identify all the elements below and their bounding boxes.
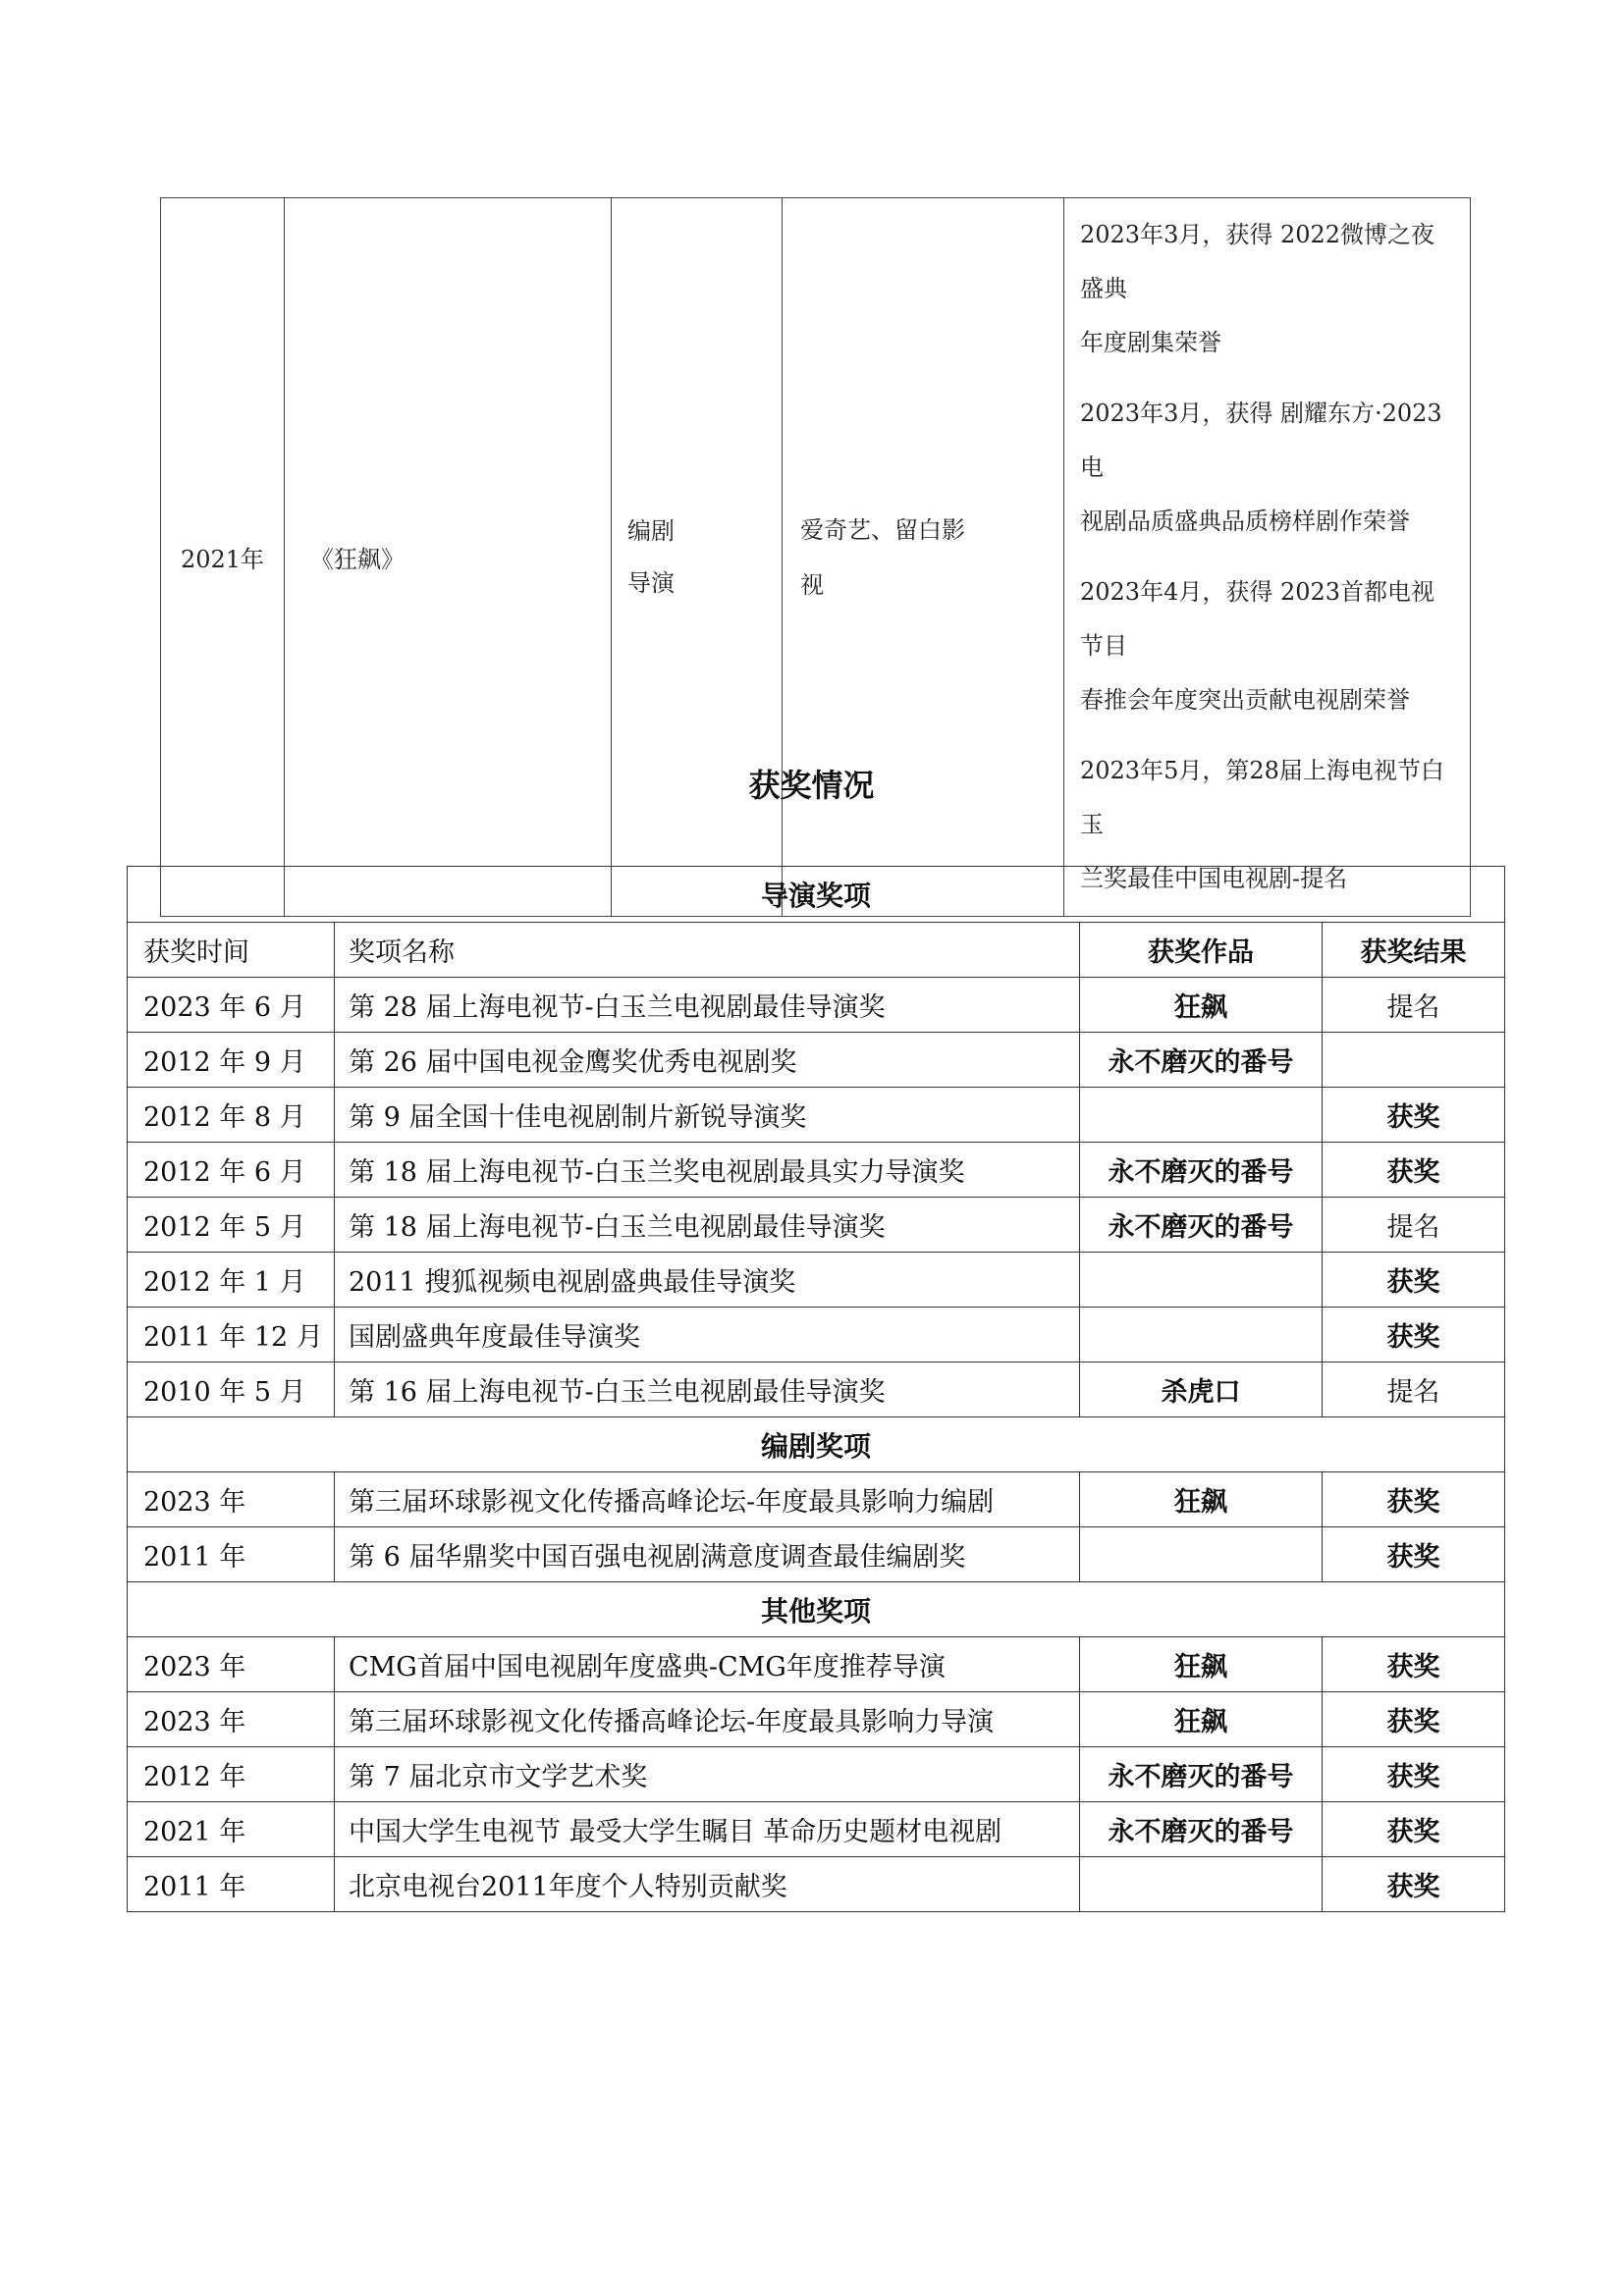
award-date: 2023 年 6 月 bbox=[128, 978, 335, 1033]
award-work bbox=[1080, 1088, 1323, 1143]
works-row bbox=[161, 198, 1471, 917]
role-writer: 编剧 bbox=[627, 516, 675, 545]
header-date: 获奖时间 bbox=[128, 923, 335, 978]
section-row-director bbox=[128, 867, 1505, 923]
awards-table bbox=[127, 866, 1505, 1912]
award-row bbox=[128, 1857, 1505, 1912]
award-date: 2012 年 1 月 bbox=[128, 1253, 335, 1308]
award-work bbox=[1080, 1527, 1323, 1582]
award-work: 永不磨灭的番号 bbox=[1080, 1747, 1323, 1802]
work-honors bbox=[1064, 198, 1471, 917]
award-work: 杀虎口 bbox=[1080, 1362, 1323, 1417]
award-date: 2012 年 9 月 bbox=[128, 1033, 335, 1088]
award-result: 获奖 bbox=[1323, 1308, 1505, 1362]
award-work: 狂飙 bbox=[1080, 1637, 1323, 1692]
award-work: 永不磨灭的番号 bbox=[1080, 1033, 1323, 1088]
award-result: 提名 bbox=[1323, 978, 1505, 1033]
work-year: 2021年 bbox=[161, 198, 285, 917]
award-name: 北京电视台2011年度个人特别贡献奖 bbox=[335, 1857, 1080, 1912]
award-work bbox=[1080, 1857, 1323, 1912]
award-work: 永不磨灭的番号 bbox=[1080, 1802, 1323, 1857]
award-name: 国剧盛典年度最佳导演奖 bbox=[335, 1308, 1080, 1362]
award-name: 第 18 届上海电视节-白玉兰电视剧最佳导演奖 bbox=[335, 1198, 1080, 1253]
award-name: 中国大学生电视节 最受大学生瞩目 革命历史题材电视剧 bbox=[335, 1802, 1080, 1857]
award-result: 获奖 bbox=[1323, 1692, 1505, 1747]
honor-item: 2023年5月，第28届上海电视节白玉 兰奖最佳中国电视剧-提名 bbox=[1080, 757, 1444, 892]
section-heading: 其他奖项 bbox=[128, 1582, 1505, 1637]
header-name: 奖项名称 bbox=[335, 923, 1080, 978]
award-result: 获奖 bbox=[1323, 1527, 1505, 1582]
award-row bbox=[128, 1692, 1505, 1747]
section-heading: 导演奖项 bbox=[128, 867, 1505, 923]
award-row bbox=[128, 1747, 1505, 1802]
award-result: 提名 bbox=[1323, 1198, 1505, 1253]
award-result: 获奖 bbox=[1323, 1253, 1505, 1308]
award-date: 2011 年 bbox=[128, 1527, 335, 1582]
award-work bbox=[1080, 1308, 1323, 1362]
works-table bbox=[160, 197, 1471, 917]
award-work: 狂飙 bbox=[1080, 1692, 1323, 1747]
section-row-other bbox=[128, 1582, 1505, 1637]
award-date: 2012 年 5 月 bbox=[128, 1198, 335, 1253]
platform-line: 爱奇艺、留白影 bbox=[800, 515, 965, 544]
award-result: 获奖 bbox=[1323, 1802, 1505, 1857]
award-row bbox=[128, 1637, 1505, 1692]
award-name: 第 9 届全国十佳电视剧制片新锐导演奖 bbox=[335, 1088, 1080, 1143]
award-row bbox=[128, 1362, 1505, 1417]
award-row bbox=[128, 1143, 1505, 1198]
honor-item: 2023年4月，获得 2023首都电视节目 春推会年度突出贡献电视剧荣誉 bbox=[1080, 578, 1435, 714]
work-platform bbox=[783, 198, 1064, 917]
award-result: 获奖 bbox=[1323, 1857, 1505, 1912]
award-date: 2012 年 8 月 bbox=[128, 1088, 335, 1143]
award-date: 2012 年 6 月 bbox=[128, 1143, 335, 1198]
award-row bbox=[128, 1308, 1505, 1362]
honor-item: 2023年3月，获得 2022微博之夜盛典 年度剧集荣誉 bbox=[1080, 221, 1435, 356]
work-title: 《狂飙》 bbox=[285, 198, 612, 917]
award-row bbox=[128, 1472, 1505, 1527]
award-row bbox=[128, 1088, 1505, 1143]
award-row bbox=[128, 1033, 1505, 1088]
award-work bbox=[1080, 1253, 1323, 1308]
award-work: 狂飙 bbox=[1080, 1472, 1323, 1527]
award-name: 2011 搜狐视频电视剧盛典最佳导演奖 bbox=[335, 1253, 1080, 1308]
role-director: 导演 bbox=[627, 568, 675, 597]
award-name: 第 28 届上海电视节-白玉兰电视剧最佳导演奖 bbox=[335, 978, 1080, 1033]
award-name: 第三届环球影视文化传播高峰论坛-年度最具影响力导演 bbox=[335, 1692, 1080, 1747]
award-date: 2023 年 bbox=[128, 1637, 335, 1692]
work-roles bbox=[612, 198, 783, 917]
header-result: 获奖结果 bbox=[1323, 923, 1505, 978]
award-name: 第 7 届北京市文学艺术奖 bbox=[335, 1747, 1080, 1802]
award-date: 2012 年 bbox=[128, 1747, 335, 1802]
award-row bbox=[128, 1253, 1505, 1308]
award-work: 永不磨灭的番号 bbox=[1080, 1198, 1323, 1253]
award-date: 2010 年 5 月 bbox=[128, 1362, 335, 1417]
award-date: 2021 年 bbox=[128, 1802, 335, 1857]
header-row bbox=[128, 923, 1505, 978]
award-row bbox=[128, 978, 1505, 1033]
award-name: CMG首届中国电视剧年度盛典-CMG年度推荐导演 bbox=[335, 1637, 1080, 1692]
award-name: 第 26 届中国电视金鹰奖优秀电视剧奖 bbox=[335, 1033, 1080, 1088]
award-result: 获奖 bbox=[1323, 1143, 1505, 1198]
header-work: 获奖作品 bbox=[1080, 923, 1323, 978]
award-date: 2011 年 12 月 bbox=[128, 1308, 335, 1362]
award-result: 获奖 bbox=[1323, 1747, 1505, 1802]
platform-line: 视 bbox=[800, 570, 824, 599]
award-result bbox=[1323, 1033, 1505, 1088]
award-name: 第 16 届上海电视节-白玉兰电视剧最佳导演奖 bbox=[335, 1362, 1080, 1417]
section-heading: 编剧奖项 bbox=[128, 1417, 1505, 1472]
award-name: 第 6 届华鼎奖中国百强电视剧满意度调查最佳编剧奖 bbox=[335, 1527, 1080, 1582]
section-row-writer bbox=[128, 1417, 1505, 1472]
award-row bbox=[128, 1527, 1505, 1582]
award-work: 狂飙 bbox=[1080, 978, 1323, 1033]
award-row bbox=[128, 1198, 1505, 1253]
award-date: 2011 年 bbox=[128, 1857, 335, 1912]
award-result: 获奖 bbox=[1323, 1637, 1505, 1692]
award-result: 获奖 bbox=[1323, 1088, 1505, 1143]
award-name: 第三届环球影视文化传播高峰论坛-年度最具影响力编剧 bbox=[335, 1472, 1080, 1527]
award-result: 获奖 bbox=[1323, 1472, 1505, 1527]
honor-item: 2023年3月，获得 剧耀东方·2023电 视剧品质盛典品质榜样剧作荣誉 bbox=[1080, 400, 1442, 535]
award-name: 第 18 届上海电视节-白玉兰奖电视剧最具实力导演奖 bbox=[335, 1143, 1080, 1198]
award-date: 2023 年 bbox=[128, 1472, 335, 1527]
awards-title: 获奖情况 bbox=[748, 767, 875, 804]
award-date: 2023 年 bbox=[128, 1692, 335, 1747]
award-row bbox=[128, 1802, 1505, 1857]
award-result: 提名 bbox=[1323, 1362, 1505, 1417]
award-work: 永不磨灭的番号 bbox=[1080, 1143, 1323, 1198]
